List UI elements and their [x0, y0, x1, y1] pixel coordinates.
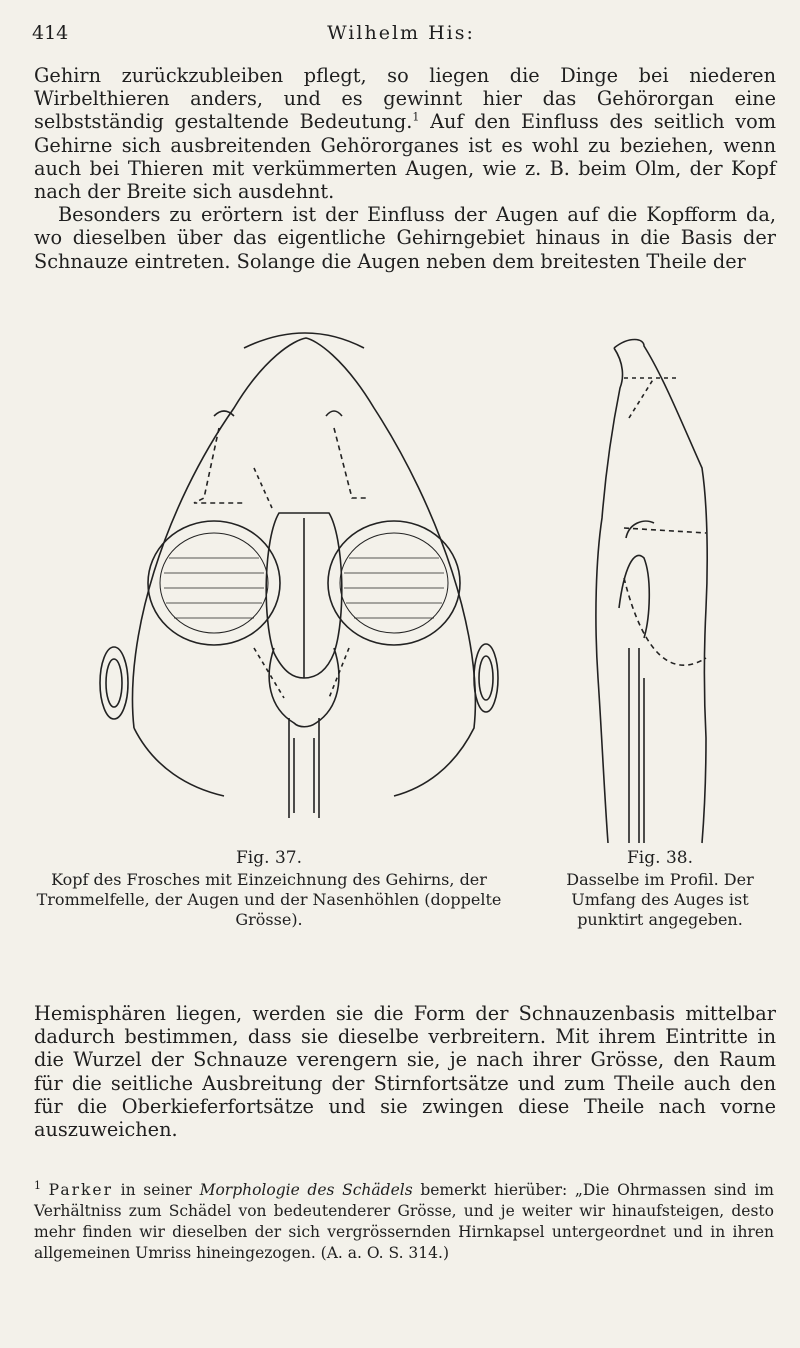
footnote-reference: 1 [412, 110, 420, 124]
body-text-top [34, 64, 776, 273]
figure-38-label: Fig. 38. [627, 848, 693, 868]
paragraph-continued [34, 64, 776, 203]
page-header [32, 18, 770, 48]
footnote-text: bemerkt hierüber: „Die Ohrmassen sind im Verhältniss zum Schädel von bedeutenderer Grösse, und je weiter wir hinaufsteigen, desto mehr finden wir dieselben der sich vergrössernden Hirnkapsel untergeordnet und in ihren allgemeinen Umriss hineingezogen. (A. a. O. S. 314.) [34, 1181, 774, 1262]
figure-37-caption [36, 848, 502, 930]
footnote-author: Parker [48, 1181, 114, 1199]
figure-38-profile-illustration [584, 318, 734, 848]
figure-38-caption [544, 848, 776, 930]
figure-38-caption-text: Dasselbe im Profil. Der Umfang des Auges ist punktirt angegeben. [566, 870, 754, 929]
footnote [34, 1180, 774, 1264]
paragraph-text: Gehirn zurückzubleiben pflegt, so liegen die Dinge bei niederen Wirbelthieren anders, und es gewinnt hier das Gehörorgan eine selbstständig gestaltende Bedeutung. [34, 64, 776, 134]
paragraph-continued: Hemisphären liegen, werden sie die Form der Schnauzenbasis mittelbar dadurch bestimmen, dass sie dieselbe verbreitern. Mit ihrem Eintritte in die Wurzel der Schnauze verengern sie, je nach ihrer Grösse, den Raum für die seitliche Ausbreitung der Stirnfortsätze und zum Theile auch den für die Oberkieferfortsätze und sie zwingen diese Theile nach vorne auszuweichen. [34, 1002, 776, 1142]
footnote-text: in seiner [113, 1181, 200, 1199]
footnote-mark: 1 [34, 1178, 41, 1192]
footnote-cited-title: Morphologie des Schädels [199, 1181, 413, 1199]
figure-37-label: Fig. 37. [236, 848, 302, 868]
figure-area [94, 318, 734, 848]
paragraph: Besonders zu erörtern ist der Einfluss der Augen auf die Kopfform da, wo dieselben über das eigentliche Gehirngebiet hinaus in die Basis der Schnauze eintreten. Solange die Augen neben dem breitesten Theile der [34, 203, 776, 273]
figure-37-frog-head-illustration [94, 318, 514, 848]
page-number: 414 [32, 22, 69, 44]
running-head: Wilhelm His: [327, 22, 475, 44]
body-text-bottom [34, 1002, 776, 1141]
figure-37-caption-text: Kopf des Frosches mit Einzeichnung des Gehirns, der Trommelfelle, der Augen und der Nasenhöhlen (doppelte Grösse). [36, 870, 502, 929]
paragraph-text: Auf den Einfluss des seitlich vom Gehirne sich ausbreitenden Gehörorganes ist es wohl zu beziehen, wenn auch bei Thieren mit verkümmerten Augen, wie z. B. beim Olm, der Kopf nach der Breite sich ausdehnt. [34, 110, 776, 204]
